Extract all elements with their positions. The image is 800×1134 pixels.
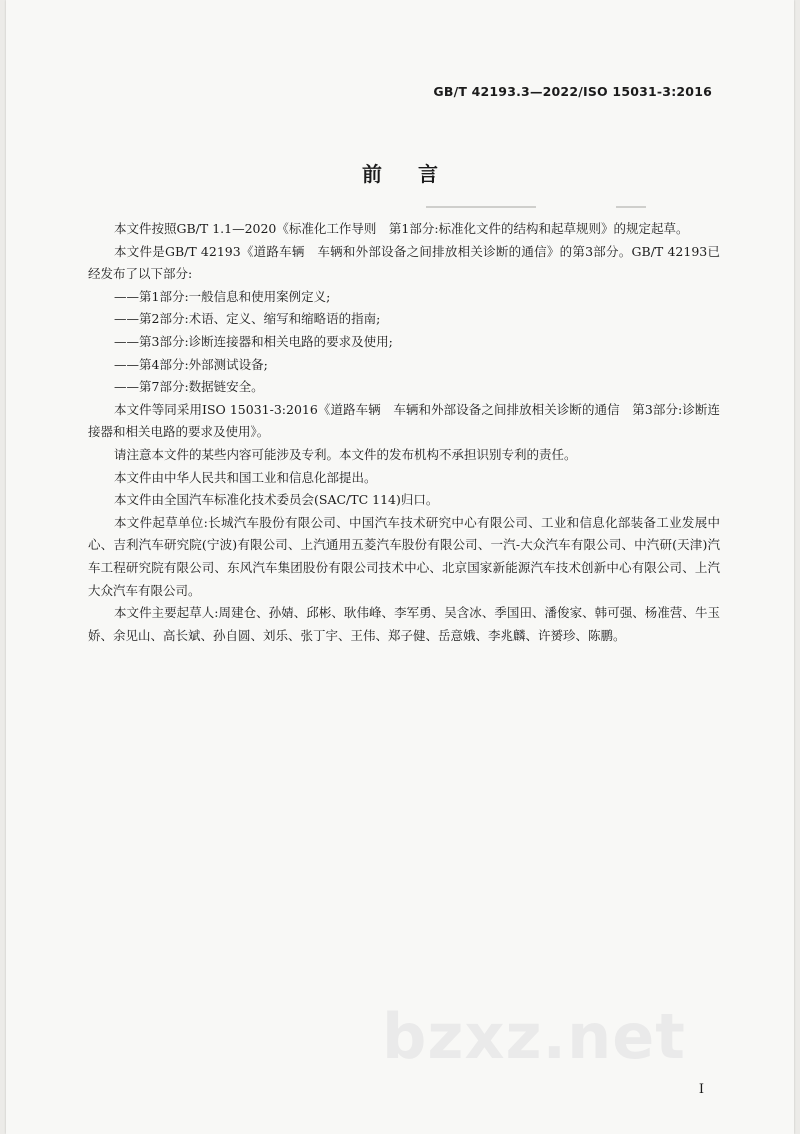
list-item: ——第1部分:一般信息和使用案例定义; <box>114 288 331 304</box>
watermark: bzxz.net <box>382 1000 686 1073</box>
standard-code: GB/T 42193.3—2022/ISO 15031-3:2016 <box>433 84 712 99</box>
foreword-body <box>88 218 720 647</box>
list-item: ——第3部分:诊断连接器和相关电路的要求及使用; <box>114 333 393 349</box>
title-char-1: 前 <box>362 162 382 186</box>
page-title <box>6 158 794 187</box>
list-item: ——第2部分:术语、定义、缩写和缩略语的指南; <box>114 311 381 327</box>
list-item: ——第7部分:数据链安全。 <box>114 379 264 395</box>
page-number: I <box>698 1082 704 1097</box>
paragraph-drafters: 本文件主要起草人:周建仓、孙婧、邱彬、耿伟峰、李军勇、吴含冰、季国田、潘俊家、韩可强、杨准营、牛玉娇、余见山、高长斌、孙自圆、刘乐、张丁宇、王伟、郑子健、岳意娥、李兆麟、许赟珍、陈鹏。 <box>88 605 720 643</box>
paragraph-patent-notice: 请注意本文件的某些内容可能涉及专利。本文件的发布机构不承担识别专利的责任。 <box>114 446 577 462</box>
document-page <box>6 0 794 1134</box>
paragraph-iso-adoption: 本文件等同采用ISO 15031-3:2016《道路车辆 车辆和外部设备之间排放相关诊断的通信 第3部分:诊断连接器和相关电路的要求及使用》。 <box>88 401 720 440</box>
paragraph-series-intro: 本文件是GB/T 42193《道路车辆 车辆和外部设备之间排放相关诊断的通信》的第3部分。GB/T 42193已经发布了以下部分: <box>88 243 720 282</box>
list-item: ——第4部分:外部测试设备; <box>114 356 268 372</box>
scan-smudge <box>426 206 536 208</box>
paragraph-drafting-rules: 本文件按照GB/T 1.1—2020《标准化工作导则 第1部分:标准化文件的结构和起草规则》的规定起草。 <box>114 221 689 236</box>
paragraph-proposer: 本文件由中华人民共和国工业和信息化部提出。 <box>114 469 377 485</box>
paragraph-drafting-units: 本文件起草单位:长城汽车股份有限公司、中国汽车技术研究中心有限公司、工业和信息化部装备工业发展中心、吉利汽车研究院(宁波)有限公司、上汽通用五菱汽车股份有限公司、一汽-大众汽车有限公司、中汽研(天津)汽车工程研究院有限公司、东风汽车集团股份有限公司技术中心、北京国家新能源汽车技术创新中心有限公司、上汽大众汽车有限公司。 <box>88 514 720 598</box>
title-char-2: 言 <box>418 162 438 186</box>
paragraph-committee: 本文件由全国汽车标准化技术委员会(SAC/TC 114)归口。 <box>114 492 439 508</box>
scan-smudge <box>616 206 646 208</box>
